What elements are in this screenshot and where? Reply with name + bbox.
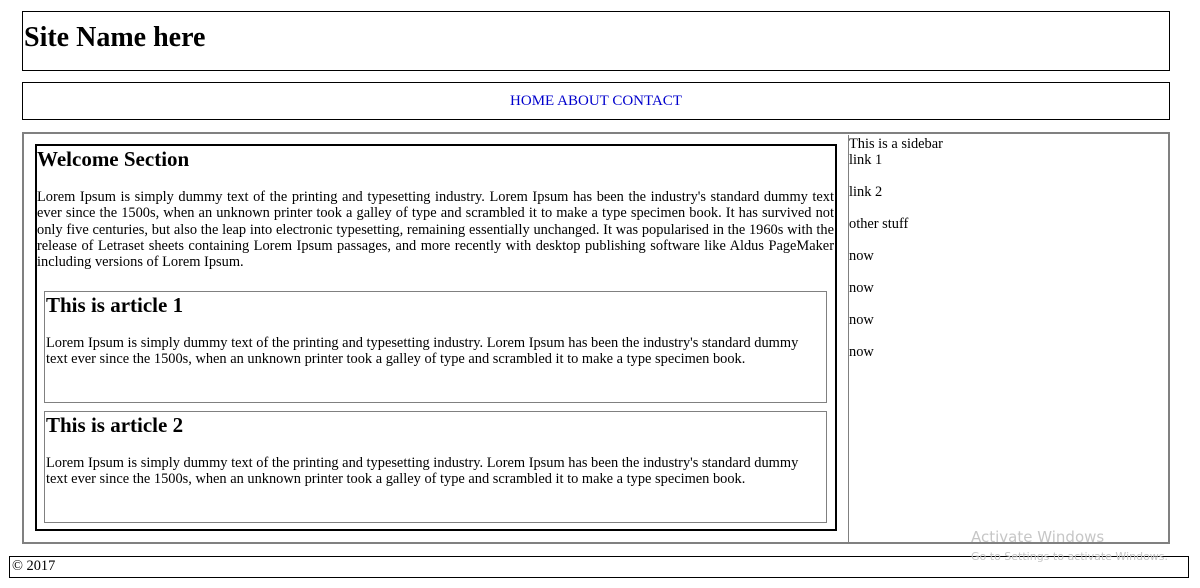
welcome-text: Lorem Ipsum is simply dummy text of the printing and typesetting industry. Lorem Ipsum has been the industry's standard dummy text ever since the 1500s, when an unknown printer took a galley of type and scrambled it to make a type specimen book. It has survived not only five centuries, but also the leap into electronic typesetting, remaining essentially unchanged. It was popularised in the 1960s with the release of Letraset sheets containing Lorem Ipsum passages, and more recently with desktop publishing software like Aldus PageMaker including versions of Lorem Ipsum. [37,189,834,271]
article-text: Lorem Ipsum is simply dummy text of the printing and typesetting industry. Lorem Ipsum has been the industry's standard dummy text ever since the 1500s, when an unknown printer took a galley of type and scrambled it to make a type specimen book. [46,335,799,368]
sidebar-item-link-1[interactable]: link 1 [849,152,883,168]
sidebar-item-other-stuff: other stuff [849,216,909,232]
sidebar-title: This is a sidebar [849,136,943,152]
sidebar [848,135,1168,542]
article-card [44,291,827,403]
nav-links [23,94,1169,109]
sidebar-item-now: now [849,280,874,296]
site-title: Site Name here [24,22,206,53]
sidebar-item-now: now [849,312,874,328]
welcome-heading: Welcome Section [37,147,190,171]
sidebar-item-now: now [849,248,874,264]
watermark-subtitle: Go to Settings to activate Windows. [971,550,1169,563]
nav-link-about[interactable]: ABOUT [557,93,609,109]
article-title: This is article 2 [46,413,184,437]
nav-link-contact[interactable]: CONTACT [612,93,682,109]
site-header [22,11,1170,71]
activate-windows-watermark [971,528,1168,564]
sidebar-item-now: now [849,344,874,360]
article-text: Lorem Ipsum is simply dummy text of the printing and typesetting industry. Lorem Ipsum has been the industry's standard dummy text ever since the 1500s, when an unknown printer took a galley of type and scrambled it to make a type specimen book. [46,455,799,488]
sidebar-item-link-2[interactable]: link 2 [849,184,883,200]
copyright-text: © 2017 [12,558,56,574]
nav-link-home[interactable]: HOME [510,93,555,109]
content-wrapper [22,132,1170,544]
watermark-title: Activate Windows [971,528,1105,546]
article-card [44,411,827,523]
main-section [35,144,837,531]
main-nav [22,82,1170,120]
article-title: This is article 1 [46,293,184,317]
